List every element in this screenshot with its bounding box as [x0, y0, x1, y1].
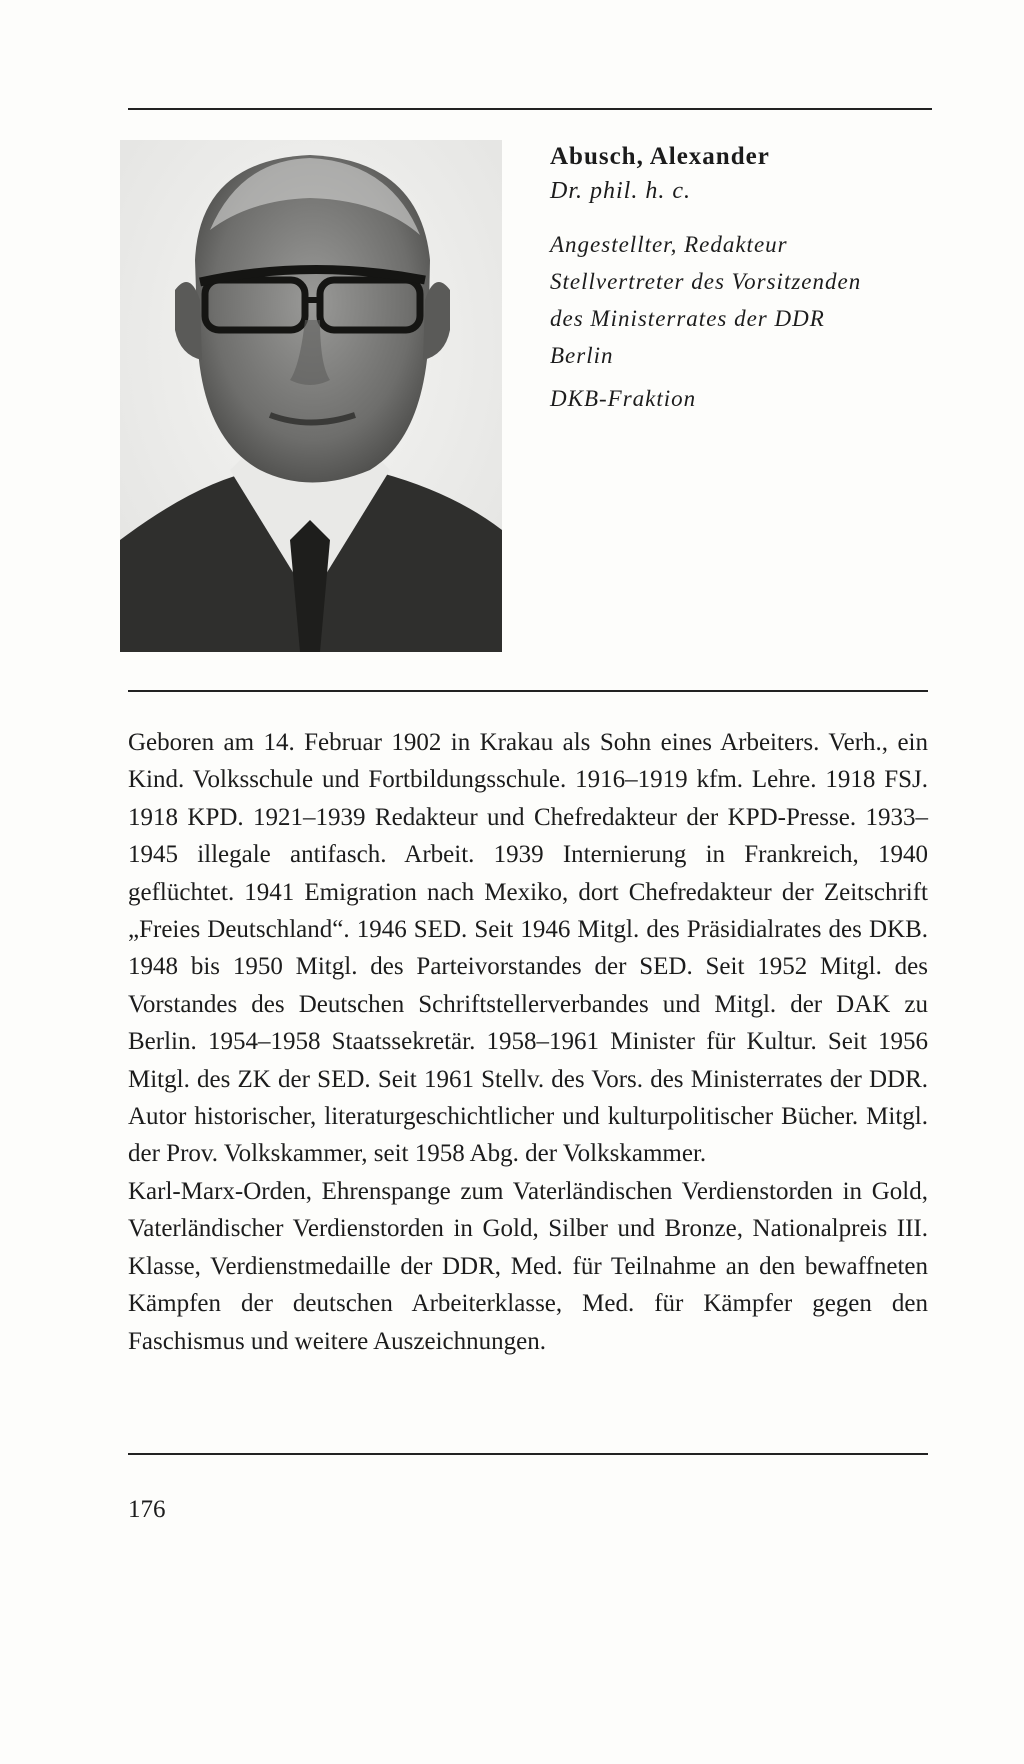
fraction: DKB-Fraktion: [550, 386, 697, 411]
academic-title: Dr. phil. h. c.: [550, 178, 691, 204]
awards-paragraph: Karl-Marx-Orden, Ehrenspange zum Vaterländischen Verdienstorden in Gold, Vaterländischer Verdienstorden in Gold, Silber und Bronze, Nationalpreis III. Klasse, Verdienstmedaille der DDR, Med. für Teilnahme an den bewaffneten Kämpfen der deutschen Arbeiterklasse, Med. für Kämpfer gegen den Faschismus und weitere Auszeichnungen.: [128, 1177, 928, 1355]
portrait-photo: [120, 140, 502, 652]
position-line-2: des Ministerrates der DDR: [550, 306, 825, 331]
biography-paragraph: Geboren am 14. Februar 1902 in Krakau als Sohn eines Arbeiters. Verh., ein Kind. Volksschule und Fortbildungsschule. 1916–1919 kfm. Lehre. 1918 FSJ. 1918 KPD. 1921–1939 Redakteur und Chefredakteur der KPD-Presse. 1933–1945 illegale antifasch. Arbeit. 1939 Internierung in Frankreich, 1940 geflüchtet. 1941 Emigration nach Mexiko, dort Chefredakteur der Zeitschrift „Freies Deutschland“. 1946 SED. Seit 1946 Mitgl. des Präsidialrates des DKB. 1948 bis 1950 Mitgl. des Parteivorstandes der SED. Seit 1952 Mitgl. des Vorstandes des Deutschen Schriftstellerverbandes und Mitgl. der DAK zu Berlin. 1954–1958 Staatssekretär. 1958–1961 Minister für Kultur. Seit 1956 Mitgl. des ZK der SED. Seit 1961 Stellv. des Vors. des Ministerrates der DDR. Autor historischer, literaturgeschichtlicher und kulturpolitischer Bücher. Mitgl. der Prov. Volkskammer, seit 1958 Abg. der Volkskammer.: [128, 729, 928, 1168]
person-header: [550, 140, 950, 417]
biography: [128, 724, 928, 1360]
middle-divider: [128, 690, 928, 692]
person-name: Abusch, Alexander: [550, 143, 770, 170]
profession: Angestellter, Redakteur: [550, 232, 788, 257]
bottom-divider: [128, 1453, 928, 1455]
page-number: 176: [128, 1496, 166, 1523]
top-divider: [128, 108, 932, 110]
city: Berlin: [550, 343, 614, 368]
position-line-1: Stellvertreter des Vorsitzenden: [550, 269, 862, 294]
